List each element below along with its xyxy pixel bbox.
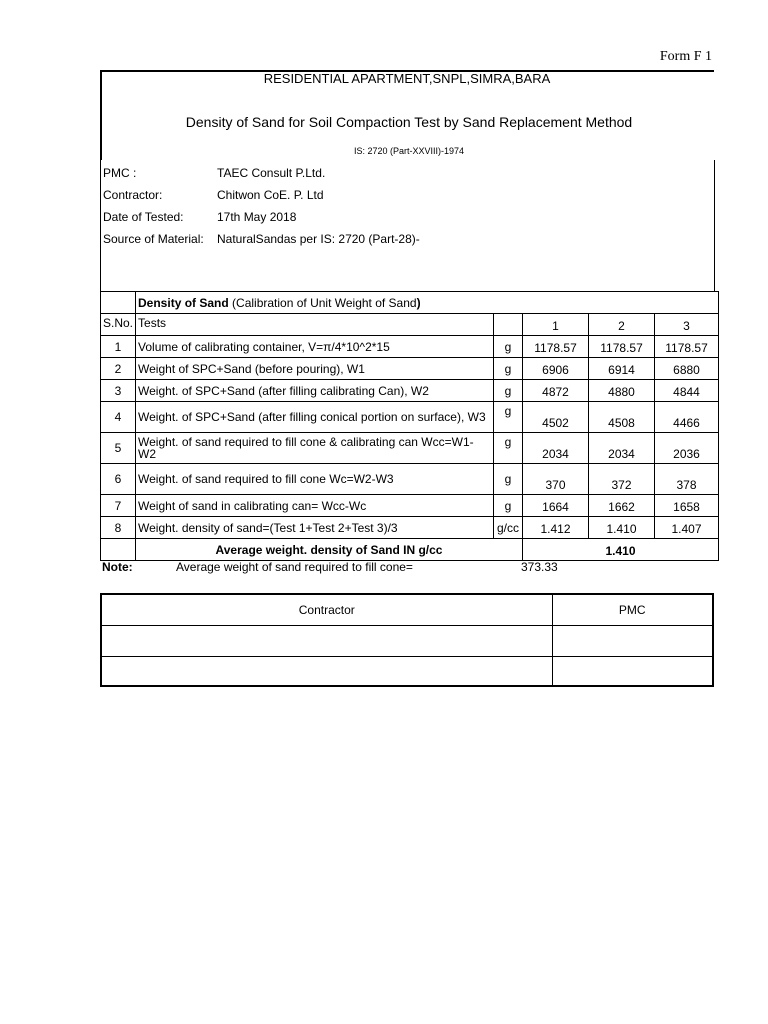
- header-row: [101, 314, 719, 336]
- note-text: Average weight of sand required to fill cone=: [176, 560, 413, 574]
- row-unit: g: [494, 495, 523, 517]
- contractor-header: Contractor: [101, 594, 552, 625]
- row-value-2: 2034: [589, 433, 655, 464]
- row-sno: 8: [101, 517, 136, 539]
- row-sno: 6: [101, 464, 136, 495]
- info-label-source: Source of Material:: [103, 232, 204, 246]
- row-unit: g/cc: [494, 517, 523, 539]
- row-value-3: 378: [655, 464, 719, 495]
- row-value-2: 1.410: [589, 517, 655, 539]
- table-row: [101, 402, 719, 433]
- info-value-date: 17th May 2018: [217, 210, 297, 224]
- row-value-1: 4502: [523, 402, 589, 433]
- col-sno-header: S.No.: [101, 314, 136, 336]
- left-border: [100, 160, 101, 291]
- average-label: Average weight. density of Sand IN g/cc: [136, 539, 523, 561]
- sand-density-table: [100, 291, 719, 561]
- info-value-pmc: TAEC Consult P.Ltd.: [217, 166, 326, 180]
- table-row: [101, 517, 719, 539]
- page-title: Density of Sand for Soil Compaction Test by Sand Replacement Method: [185, 114, 633, 130]
- form-id: Form F 1: [659, 49, 712, 64]
- col-trial-3-header: 3: [655, 314, 719, 336]
- standard-reference: IS: 2720 (Part-XXVIII)-1974: [353, 146, 465, 156]
- row-unit: g: [494, 464, 523, 495]
- table-row: [101, 336, 719, 358]
- right-border: [714, 160, 715, 291]
- row-value-3: 4844: [655, 380, 719, 402]
- col-trial-2-header: 2: [589, 314, 655, 336]
- pmc-header: PMC: [552, 594, 713, 625]
- signature-table: [100, 593, 714, 687]
- table-row: [101, 464, 719, 495]
- row-value-3: 1.407: [655, 517, 719, 539]
- row-unit: g: [494, 358, 523, 380]
- row-value-1: 370: [523, 464, 589, 495]
- row-test: Weight. density of sand=(Test 1+Test 2+Test 3)/3: [136, 517, 494, 539]
- row-unit: g: [494, 402, 523, 433]
- row-value-2: 4880: [589, 380, 655, 402]
- col-unit-header: [494, 314, 523, 336]
- row-value-3: 1178.57: [655, 336, 719, 358]
- section-title-row: [101, 292, 719, 314]
- note-value: 373.33: [521, 560, 558, 574]
- section-title: Density of Sand (Calibration of Unit Weight of Sand): [136, 292, 719, 314]
- blank-cell: [101, 539, 136, 561]
- pmc-signature-cell: [552, 625, 713, 656]
- contractor-date-cell: [101, 656, 552, 686]
- pmc-date-cell: [552, 656, 713, 686]
- row-value-3: 6880: [655, 358, 719, 380]
- row-value-1: 2034: [523, 433, 589, 464]
- blank-cell: [101, 292, 136, 314]
- row-test: Weight. of sand required to fill cone Wc=W2-W3: [136, 464, 494, 495]
- col-tests-header: Tests: [136, 314, 494, 336]
- row-unit: g: [494, 380, 523, 402]
- row-unit: g: [494, 433, 523, 464]
- info-value-contractor: Chitwon CoE. P. Ltd: [217, 188, 324, 202]
- col-trial-1-header: 1: [523, 314, 589, 336]
- contractor-signature-cell: [101, 625, 552, 656]
- row-value-1: 1664: [523, 495, 589, 517]
- average-value: 1.410: [523, 539, 719, 561]
- row-value-1: 1178.57: [523, 336, 589, 358]
- row-test: Weight. of sand required to fill cone & calibrating can Wcc=W1-W2: [136, 433, 494, 464]
- info-label-contractor: Contractor:: [103, 188, 163, 202]
- info-value-source: NaturalSandas per IS: 2720 (Part-28)-: [217, 232, 420, 246]
- table-row: [101, 380, 719, 402]
- row-sno: 4: [101, 402, 136, 433]
- row-sno: 3: [101, 380, 136, 402]
- project-name: RESIDENTIAL APARTMENT,SNPL,SIMRA,BARA: [263, 71, 551, 86]
- table-row: [101, 433, 719, 464]
- row-test: Weight. of SPC+Sand (after filling calibrating Can), W2: [136, 380, 494, 402]
- row-test: Weight of SPC+Sand (before pouring), W1: [136, 358, 494, 380]
- average-row: [101, 539, 719, 561]
- row-value-3: 2036: [655, 433, 719, 464]
- info-label-date: Date of Tested:: [103, 210, 184, 224]
- row-value-2: 4508: [589, 402, 655, 433]
- row-value-2: 372: [589, 464, 655, 495]
- row-test: Weight. of SPC+Sand (after filling conical portion on surface), W3: [136, 402, 494, 433]
- row-value-2: 1662: [589, 495, 655, 517]
- row-value-3: 1658: [655, 495, 719, 517]
- row-test: Volume of calibrating container, V=π/4*10^2*15: [136, 336, 494, 358]
- row-value-2: 1178.57: [589, 336, 655, 358]
- row-value-1: 1.412: [523, 517, 589, 539]
- row-sno: 7: [101, 495, 136, 517]
- row-sno: 5: [101, 433, 136, 464]
- row-value-1: 6906: [523, 358, 589, 380]
- row-sno: 1: [101, 336, 136, 358]
- row-unit: g: [494, 336, 523, 358]
- info-label-pmc: PMC :: [103, 166, 137, 180]
- row-value-1: 4872: [523, 380, 589, 402]
- row-sno: 2: [101, 358, 136, 380]
- note-label: Note:: [102, 560, 133, 574]
- row-value-3: 4466: [655, 402, 719, 433]
- table-row: [101, 495, 719, 517]
- table-row: [101, 358, 719, 380]
- row-value-2: 6914: [589, 358, 655, 380]
- row-test: Weight of sand in calibrating can= Wcc-Wc: [136, 495, 494, 517]
